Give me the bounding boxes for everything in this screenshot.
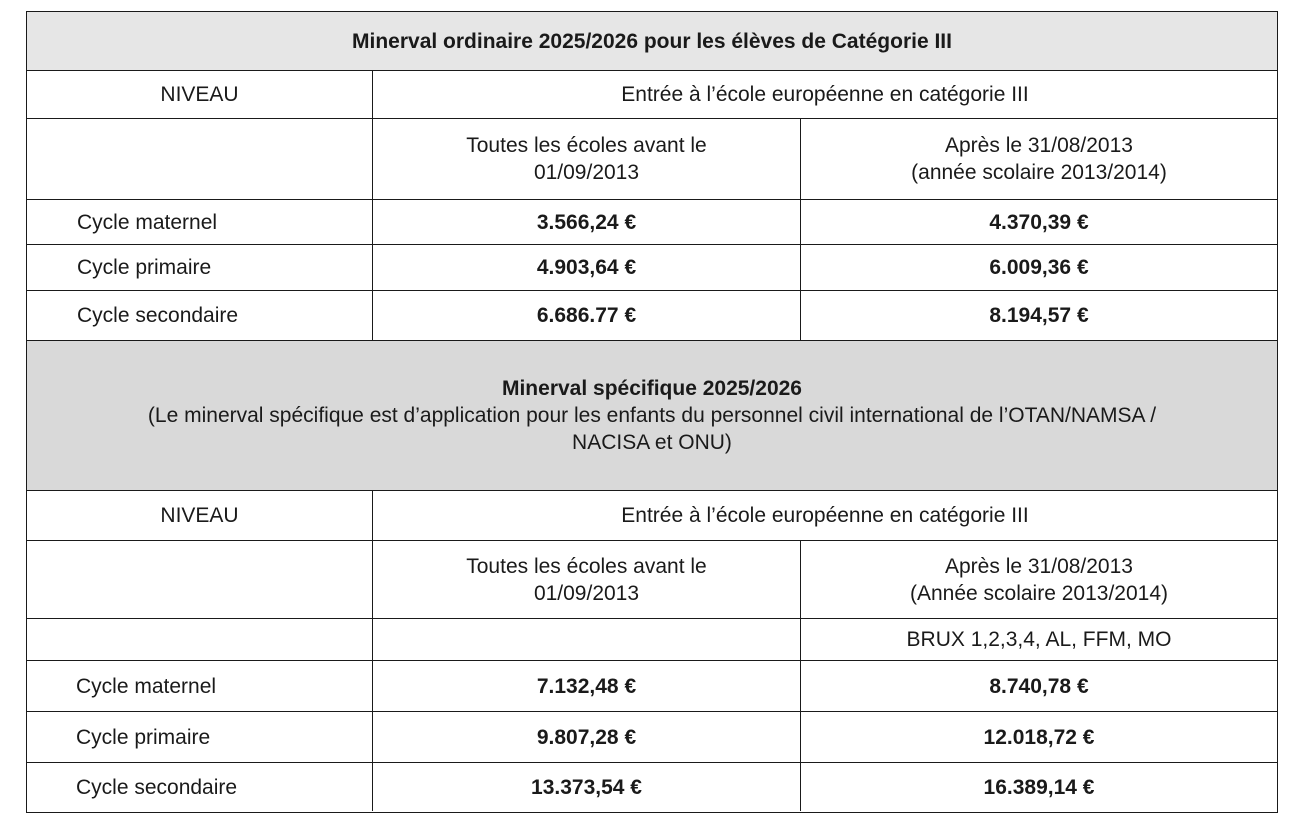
table1-after-line2: (année scolaire 2013/2014) [911,161,1167,184]
table1-after-header [800,119,1277,199]
level-label: Cycle secondaire [76,775,238,799]
table2-title-row [27,340,1277,490]
table2-niveau-header: NIVEAU [160,504,239,527]
level-label: Cycle secondaire [77,304,239,327]
table2-subheader-row [27,540,1277,618]
fee-after: 4.370,39 € [800,200,1277,244]
table-row [27,660,1277,711]
table2-after-header [800,541,1277,618]
table2-before-line1: Toutes les écoles avant le [466,554,707,578]
table2-empty-cell [27,619,372,660]
table2-title: Minerval spécifique 2025/2026 [501,377,802,400]
level-label: Cycle primaire [77,256,212,279]
fee-after: 12.018,72 € [800,712,1277,762]
fee-before: 7.132,48 € [372,661,800,711]
table2-before-line2: 01/09/2013 [533,581,640,605]
table-row [27,290,1277,340]
fee-after: 8.740,78 € [800,661,1277,711]
table-row [27,199,1277,244]
fee-before: 6.686.77 € [372,291,800,340]
level-label: Cycle primaire [76,725,211,749]
fee-before: 9.807,28 € [372,712,800,762]
table1-subheader-row [27,118,1277,199]
level-label: Cycle maternel [76,674,217,698]
table2-after-line1: Après le 31/08/2013 [945,554,1133,578]
table-row [27,762,1277,811]
table1-after-line1: Après le 31/08/2013 [945,134,1133,157]
level-label: Cycle maternel [77,210,218,234]
table2-empty-cell [372,619,800,660]
table1-header-row [27,70,1277,118]
fee-before: 13.373,54 € [372,763,800,811]
table2-schools-row [27,618,1277,660]
table2-entry-header: Entrée à l’école européenne en catégorie III [372,491,1277,540]
table-minerval-specifique [26,340,1278,813]
table1-niveau-header: NIVEAU [160,83,239,106]
table2-note-line2: NACISA et ONU) [572,431,732,454]
table-row [27,244,1277,290]
table2-before-header [372,541,800,618]
table1-before-line1: Toutes les écoles avant le [466,134,707,157]
table1-before-header [372,119,800,199]
table2-after-line2: (Année scolaire 2013/2014) [909,581,1168,605]
table1-empty-cell [27,119,372,199]
table1-title-row [27,12,1277,70]
table-minerval-ordinaire [26,11,1278,341]
table2-title-block [27,341,1277,490]
fee-after: 8.194,57 € [800,291,1277,340]
table2-note-line1: (Le minerval spécifique est d’application pour les enfants du personnel civil international de l’OTAN/NAMSA / [147,404,1157,427]
table1-entry-header: Entrée à l’école européenne en catégorie III [372,71,1277,118]
table2-empty-cell [27,541,372,618]
table2-schools: BRUX 1,2,3,4, AL, FFM, MO [800,619,1277,660]
table-row [27,711,1277,762]
table1-before-line2: 01/09/2013 [533,161,640,184]
table1-title: Minerval ordinaire 2025/2026 pour les élèves de Catégorie III [352,29,952,53]
fee-after: 16.389,14 € [800,763,1277,811]
table2-header-row [27,490,1277,540]
fee-after: 6.009,36 € [800,245,1277,290]
fee-before: 3.566,24 € [372,200,800,244]
fee-before: 4.903,64 € [372,245,800,290]
